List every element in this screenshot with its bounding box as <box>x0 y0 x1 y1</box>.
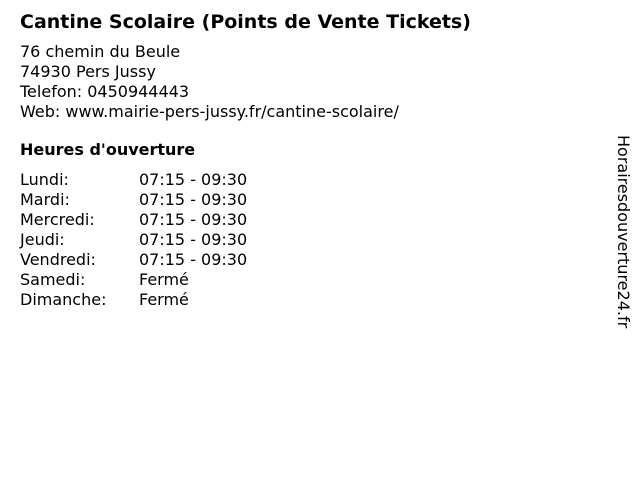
time-value: 07:15 - 09:30 <box>139 170 248 189</box>
opening-hours-heading: Heures d'ouverture <box>20 140 196 159</box>
street-address: 76 chemin du Beule <box>20 42 181 61</box>
hours-row-mardi <box>20 190 590 210</box>
hours-row-jeudi <box>20 230 590 250</box>
day-label: Mercredi: <box>20 210 95 229</box>
business-title: Cantine Scolaire (Points de Vente Tickets) <box>20 11 471 33</box>
time-value: 07:15 - 09:30 <box>139 230 248 249</box>
website: Web: www.mairie-pers-jussy.fr/cantine-scolaire/ <box>20 102 399 121</box>
day-label: Dimanche: <box>20 290 107 309</box>
day-label: Jeudi: <box>20 230 65 249</box>
time-value: 07:15 - 09:30 <box>139 210 248 229</box>
day-label: Lundi: <box>20 170 69 189</box>
address-block <box>20 42 590 122</box>
time-value: Fermé <box>139 270 189 289</box>
phone-number: Telefon: 0450944443 <box>20 82 190 101</box>
opening-hours-table <box>20 170 590 310</box>
site-watermark: Horairesdouverture24.fr <box>614 135 633 329</box>
day-label: Samedi: <box>20 270 86 289</box>
hours-row-mercredi <box>20 210 590 230</box>
hours-row-lundi <box>20 170 590 190</box>
hours-row-samedi <box>20 270 590 290</box>
time-value: 07:15 - 09:30 <box>139 190 248 209</box>
business-card <box>20 9 590 310</box>
time-value: 07:15 - 09:30 <box>139 250 248 269</box>
day-label: Vendredi: <box>20 250 96 269</box>
time-value: Fermé <box>139 290 189 309</box>
day-label: Mardi: <box>20 190 70 209</box>
hours-row-dimanche <box>20 290 590 310</box>
hours-row-vendredi <box>20 250 590 270</box>
postal-city: 74930 Pers Jussy <box>20 62 156 81</box>
